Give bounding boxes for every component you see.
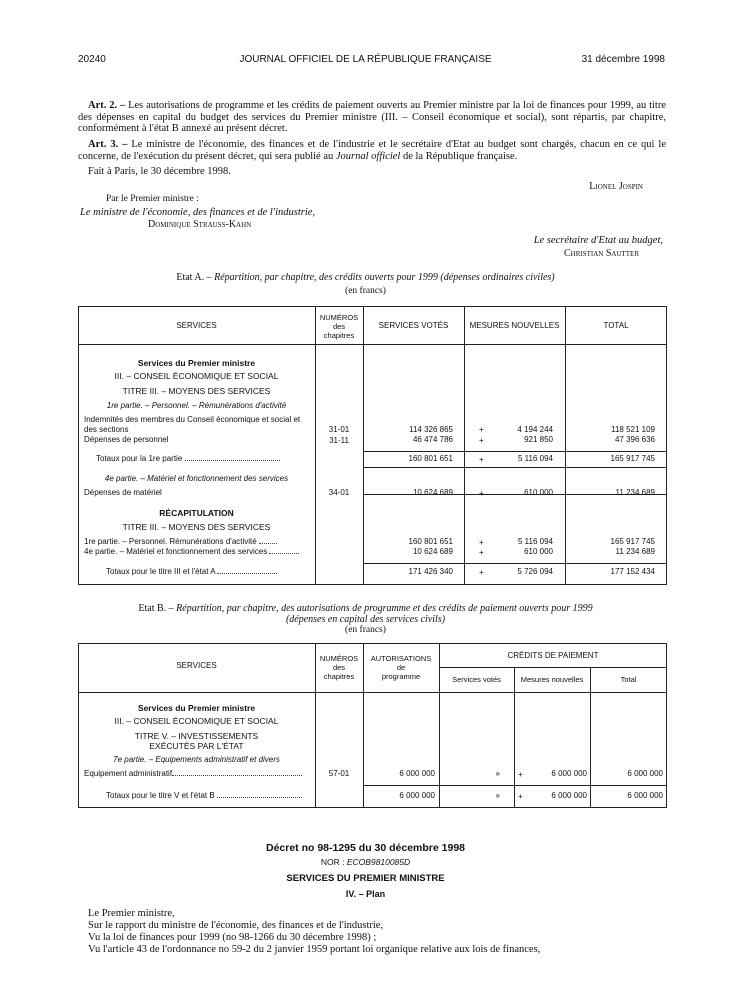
etat-b-title-label: Etat B. –	[138, 603, 174, 614]
etat-b-title-text: Répartition, par chapitre, des autorisations de programme et des crédits de paiement ouverts pour 1999	[176, 603, 593, 614]
minister-name: Dominique Strauss-Kahn	[148, 219, 252, 230]
article-3	[78, 139, 666, 162]
totaux-titre-iii-total: 177 152 434	[610, 567, 655, 576]
header-date: 31 décembre 1998	[581, 54, 665, 65]
etat-b-section-sub: III. – CONSEIL ÉCONOMIQUE ET SOCIAL	[114, 716, 279, 726]
decret-nor	[0, 857, 731, 867]
decret-title: Décret no 98-1295 du 30 décembre 1998	[265, 842, 466, 854]
etat-b-col-mesures: Mesures nouvelles	[520, 675, 584, 684]
totaux-titre-v-autor: 6 000 000	[399, 791, 435, 800]
decret-line-2: Sur le rapport du ministre de l'économie, des finances et de l'industrie,	[88, 920, 384, 931]
totaux-titre-iii-label: Totaux pour le titre III et l'état A	[106, 567, 277, 577]
totaux-titre-v-sign: +	[518, 792, 523, 801]
etat-b-unit: (en francs)	[345, 625, 386, 635]
article-3-label: Art. 3. –	[88, 139, 128, 150]
etat-b-title-2: (dépenses en capital des services civils)	[285, 614, 446, 625]
etat-a-col-total: TOTAL	[603, 321, 629, 330]
decret-nor-value: ECOB9810085D	[346, 857, 411, 867]
recap-1re-label: 1re partie. – Personnel. Rémunérations d'activité	[84, 537, 277, 547]
etat-b-col-votes: Services votés	[452, 675, 501, 684]
minister-title: Le ministre de l'économie, des finances et de l'industrie,	[80, 207, 316, 218]
row-personnel-chap: 31-11	[329, 436, 349, 445]
secretary-name: Christian Sautter	[563, 248, 639, 259]
article-2	[78, 100, 666, 135]
row-indemnites-sign: +	[479, 425, 484, 434]
decret-services: SERVICES DU PREMIER MINISTRE	[286, 873, 445, 884]
etat-b-col-numeros: NUMÉROS des chapitres	[319, 654, 359, 681]
row-indemnites-votes: 114 326 865	[409, 425, 453, 434]
etat-a-section-title: Services du Premier ministre	[137, 358, 256, 368]
totaux-titre-v-mesures: 6 000 000	[551, 791, 587, 800]
etat-a-col-votes: SERVICES VOTÉS	[378, 321, 449, 330]
row-equipement-votes: »	[495, 769, 500, 778]
row-equipement-mesures: 6 000 000	[551, 769, 587, 778]
row-equipement-sign: +	[518, 770, 523, 779]
fait-a-paris: Fait à Paris, le 30 décembre 1998.	[88, 166, 231, 177]
etat-b-col-credits: CRÉDITS DE PAIEMENT	[507, 651, 599, 660]
etat-b-titre-1: TITRE V. – INVESTISSEMENTS	[134, 731, 259, 741]
secretary-title: Le secrétaire d'Etat au budget,	[533, 235, 663, 246]
par-premier-ministre: Par le Premier ministre :	[106, 194, 199, 204]
decret-line-1: Le Premier ministre,	[88, 908, 175, 919]
article-3-text: Le ministre de l'économie, des finances et de l'industrie et le secrétaire d'Etat au budget sont chargés, chacun en ce qui le concerne, de l'exécution du présent décret, qui sera publié au	[78, 139, 666, 162]
row-indemnites-chap: 31-01	[328, 425, 350, 434]
totaux-titre-v-total: 6 000 000	[627, 791, 663, 800]
recap-4e-votes: 10 624 689	[412, 547, 453, 556]
decret-line-4: Vu l'article 43 de l'ordonnance no 59-2 du 2 janvier 1959 portant loi organique relative aux lois de finances,	[88, 944, 541, 955]
recap-1re-total: 165 917 745	[610, 537, 655, 546]
row-equipement-chap: 57-01	[328, 769, 350, 778]
row-materiel-votes: 10 624 689	[412, 488, 453, 497]
etat-a-partie4: 4e partie. – Matériel et fonctionnement des services	[104, 474, 289, 483]
row-personnel-total: 47 396 636	[614, 435, 655, 444]
totaux-titre-iii-votes: 171 426 340	[408, 567, 453, 576]
row-materiel-mesures: 610 000	[524, 488, 553, 497]
recap-4e-mesures: 610 000	[524, 547, 553, 556]
totaux-titre-iii-sign: +	[479, 568, 484, 577]
row-totaux-1re-label: Totaux pour la 1re partie	[96, 454, 280, 464]
row-totaux-1re-total: 165 917 745	[610, 454, 655, 463]
row-equipement-label: Equipement administratif	[84, 769, 302, 779]
etat-a-unit: (en francs)	[345, 286, 386, 296]
etat-a-recap-title: RÉCAPITULATION	[159, 508, 234, 518]
etat-a-title	[0, 272, 731, 283]
row-indemnites-label-b: des sections	[84, 425, 129, 434]
etat-a-title-text: Répartition, par chapitre, des crédits ouverts pour 1999 (dépenses ordinaires civiles)	[214, 272, 555, 283]
row-totaux-1re-sign: +	[479, 455, 484, 464]
row-personnel-label: Dépenses de personnel	[84, 435, 169, 444]
recap-4e-total: 11 234 689	[615, 547, 655, 556]
row-materiel-chap: 34-01	[328, 488, 350, 497]
decret-nor-label: NOR :	[320, 857, 345, 867]
totaux-titre-v-votes: »	[495, 791, 500, 800]
article-3-end: de la République française.	[402, 150, 518, 162]
row-materiel-label: Dépenses de matériel	[84, 488, 162, 497]
etat-b-col-total: Total	[620, 675, 637, 684]
article-2-text: Les autorisations de programme et les crédits de paiement ouverts au Premier ministre par la loi de finances pour 1999, au titre des dépenses en capital du budget des services du Premier ministre (III. – Conseil économique et social), sont répartis, par chapitre, conformément à l'état B annexé au présent décret.	[78, 100, 666, 134]
etat-a-title-label: Etat A. –	[176, 272, 212, 283]
etat-b-partie7: 7e partie. – Equipements administratif et divers	[113, 755, 280, 764]
etat-b-col-services: SERVICES	[176, 661, 217, 670]
etat-a-col-mesures: MESURES NOUVELLES	[469, 321, 560, 330]
article-2-label: Art. 2. –	[88, 100, 126, 111]
journal-title: JOURNAL OFFICIEL DE LA RÉPUBLIQUE FRANÇAISE	[239, 54, 492, 65]
recap-4e-label: 4e partie. – Matériel et fonctionnement des services	[84, 547, 299, 557]
row-indemnites-total: 118 521 109	[611, 425, 655, 434]
etat-b-col-autorisations: AUTORISATIONS de programme	[370, 654, 432, 681]
recap-4e-sign: +	[479, 548, 484, 557]
row-materiel-total: 11 234 689	[615, 488, 655, 497]
row-equipement-total: 6 000 000	[627, 769, 663, 778]
etat-b-title	[0, 603, 731, 614]
row-indemnites-mesures: 4 194 244	[517, 425, 553, 434]
row-materiel-sign: +	[479, 489, 484, 498]
signer-pm: Lionel Jospin	[589, 181, 643, 192]
totaux-titre-v-label: Totaux pour le titre V et l'état B	[106, 791, 302, 801]
row-personnel-sign: +	[479, 436, 484, 445]
etat-a-recap-titre: TITRE III. – MOYENS DES SERVICES	[122, 522, 271, 532]
article-3-journal: Journal officiel	[335, 150, 401, 162]
recap-1re-mesures: 5 116 094	[518, 537, 553, 546]
decret-line-3: Vu la loi de finances pour 1999 (no 98-1266 du 30 décembre 1998) ;	[88, 932, 377, 943]
etat-a-col-numeros: NUMÉROS des chapitres	[319, 313, 359, 340]
etat-a-section-sub: III. – CONSEIL ÉCONOMIQUE ET SOCIAL	[114, 371, 279, 381]
etat-a-col-services: SERVICES	[176, 321, 217, 330]
page-number: 20240	[78, 54, 106, 65]
recap-1re-sign: +	[479, 538, 484, 547]
row-totaux-1re-mesures: 5 116 094	[518, 454, 553, 463]
row-indemnites-label-a: Indemnités des membres du Conseil économique et social et	[84, 415, 301, 424]
totaux-titre-iii-mesures: 5 726 094	[517, 567, 553, 576]
recap-1re-votes: 160 801 651	[408, 537, 453, 546]
row-totaux-1re-votes: 160 801 651	[408, 454, 453, 463]
etat-b-section-title: Services du Premier ministre	[137, 703, 256, 713]
etat-a-partie1: 1re partie. – Personnel. – Rémunérations d'activité	[106, 401, 287, 410]
row-personnel-votes: 46 474 786	[412, 435, 453, 444]
decret-plan: IV. – Plan	[345, 889, 386, 899]
etat-a-titre: TITRE III. – MOYENS DES SERVICES	[122, 386, 271, 396]
etat-b-titre-2: EXÉCUTÉS PAR L'ÉTAT	[149, 741, 244, 751]
row-personnel-mesures: 921 850	[524, 435, 553, 444]
row-equipement-autor: 6 000 000	[399, 769, 435, 778]
